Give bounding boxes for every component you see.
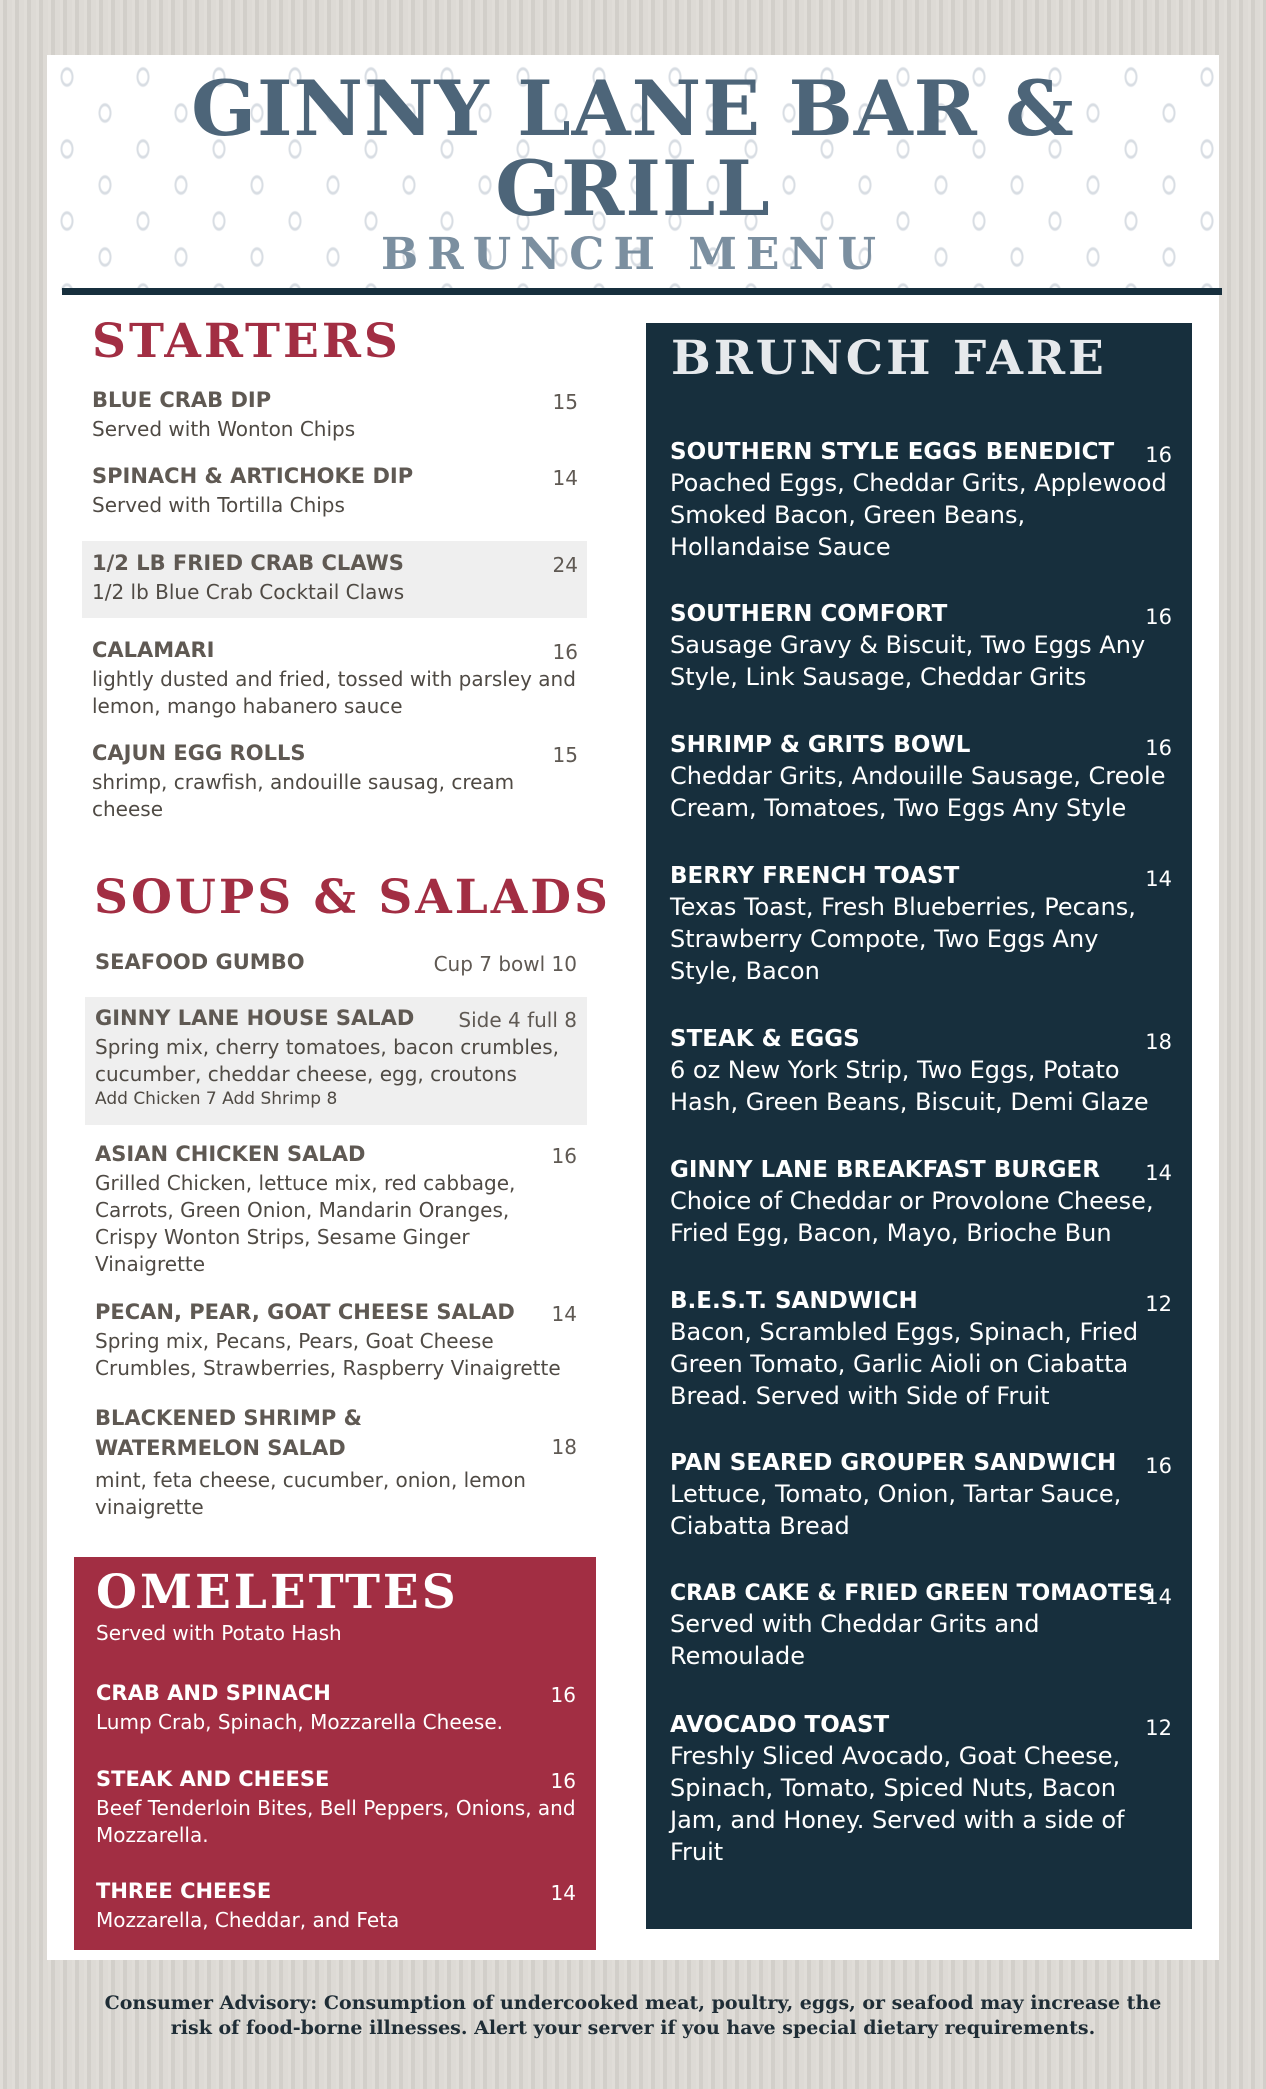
brunch-fare-title: BRUNCH FARE: [671, 331, 1107, 386]
omelettes-subtitle: Served with Potato Hash: [96, 1621, 342, 1645]
restaurant-title: GINNY LANE BAR & GRILL: [191, 64, 1075, 233]
item-price: 16: [551, 1144, 577, 1168]
item-description: 1/2 lb Blue Crab Cocktail Claws: [92, 580, 405, 604]
menu-item: [96, 1879, 576, 1934]
item-name: ASIAN CHICKEN SALAD: [95, 1142, 366, 1166]
omelettes-note: [96, 1621, 576, 1645]
menu-item: [95, 1300, 577, 1382]
item-price: 16: [550, 1683, 576, 1707]
item-description: Texas Toast, Fresh Blueberries, Pecans, Strawberry Compote, Two Eggs Any Style, Bacon: [670, 893, 1136, 985]
item-price: Side 4 full 8: [458, 1008, 577, 1032]
item-price: 14: [1145, 1161, 1172, 1185]
menu-item: [670, 1581, 1172, 1672]
brunch-fare-panel: [646, 323, 1192, 1929]
item-description: Cheddar Grits, Andouille Sausage, Creole Cream, Tomatoes, Two Eggs Any Style: [670, 762, 1166, 822]
item-price: 16: [550, 1769, 576, 1793]
item-description: Served with Wonton Chips: [92, 417, 356, 441]
item-name: B.E.S.T. SANDWICH: [670, 1288, 918, 1314]
starters-title: STARTERS: [92, 314, 401, 369]
menu-item: [95, 1142, 577, 1278]
menu-item: [670, 1157, 1172, 1249]
item-price: 14: [1145, 1585, 1172, 1609]
menu-item: [95, 1006, 577, 1110]
soups-salads-title: SOUPS & SALADS: [94, 870, 611, 925]
menu-item: [670, 1712, 1172, 1868]
item-price: 15: [552, 390, 578, 414]
menu-item: [670, 601, 1172, 693]
item-price: 14: [551, 1302, 577, 1326]
item-description: Choice of Cheddar or Provolone Cheese, Fried Egg, Bacon, Mayo, Brioche Bun: [670, 1187, 1154, 1247]
item-price: 14: [550, 1881, 576, 1905]
menu-item: [670, 439, 1172, 563]
menu-item: [92, 638, 578, 720]
menu-item: [92, 464, 578, 519]
menu-header: [47, 55, 1219, 290]
item-description: Served with Cheddar Grits and Remoulade: [670, 1610, 1040, 1670]
menu-item: [92, 741, 578, 823]
item-name: SOUTHERN COMFORT: [670, 601, 948, 627]
item-name: BLACKENED SHRIMP & WATERMELON SALAD: [95, 1406, 362, 1460]
item-price: 16: [1145, 1454, 1172, 1478]
item-price: 12: [1145, 1716, 1172, 1740]
menu-item: [95, 950, 577, 974]
item-description: 6 oz New York Strip, Two Eggs, Potato Hash, Green Beans, Biscuit, Demi Glaze: [670, 1056, 1149, 1116]
item-price: 15: [552, 743, 578, 767]
item-price: 16: [1145, 443, 1172, 467]
item-description: Served with Tortilla Chips: [92, 493, 345, 517]
menu-item: [670, 732, 1172, 824]
item-name: SOUTHERN STYLE EGGS BENEDICT: [670, 439, 1115, 465]
item-name: STEAK & EGGS: [670, 1026, 860, 1052]
item-name: GINNY LANE HOUSE SALAD: [95, 1006, 415, 1030]
item-name: THREE CHEESE: [96, 1879, 272, 1903]
menu-item: [670, 1026, 1172, 1118]
item-price: 18: [551, 1435, 577, 1459]
menu-item: [95, 1403, 577, 1521]
menu-subtitle: BRUNCH MENU: [380, 229, 886, 280]
item-name: SPINACH & ARTICHOKE DIP: [92, 464, 414, 488]
item-name: PECAN, PEAR, GOAT CHEESE SALAD: [95, 1300, 515, 1324]
item-price: 24: [552, 553, 578, 577]
item-description: Spring mix, Pecans, Pears, Goat Cheese Crumbles, Strawberries, Raspberry Vinaigrette: [95, 1329, 561, 1380]
item-name: CAJUN EGG ROLLS: [92, 741, 306, 765]
menu-item: [92, 388, 578, 443]
item-name: STEAK AND CHEESE: [96, 1767, 330, 1791]
item-description: Grilled Chicken, lettuce mix, red cabbage, Carrots, Green Onion, Mandarin Oranges, Crispy Wonton Strips, Sesame Ginger Vinaigrette: [95, 1171, 516, 1276]
item-description: mint, feta cheese, cucumber, onion, lemon vinaigrette: [95, 1468, 526, 1519]
menu-item: [670, 1288, 1172, 1412]
menu-item: [96, 1767, 576, 1849]
item-description: Beef Tenderloin Bites, Bell Peppers, Onions, and Mozzarella.: [96, 1796, 576, 1847]
item-name: BLUE CRAB DIP: [92, 388, 272, 412]
item-description: Lettuce, Tomato, Onion, Tartar Sauce, Ciabatta Bread: [670, 1480, 1122, 1540]
menu-item: [670, 863, 1172, 987]
item-name: PAN SEARED GROUPER SANDWICH: [670, 1450, 1117, 1476]
item-name: CRAB AND SPINACH: [96, 1681, 331, 1705]
menu-item: [670, 1450, 1172, 1542]
item-price: 18: [1145, 1030, 1172, 1054]
item-description: Poached Eggs, Cheddar Grits, Applewood Smoked Bacon, Green Beans, Hollandaise Sauce: [670, 469, 1167, 561]
header-divider: [62, 288, 1222, 295]
item-price: 14: [1145, 867, 1172, 891]
item-name: CRAB CAKE & FRIED GREEN TOMAOTES: [670, 1581, 1154, 1606]
menu-item: [92, 551, 578, 606]
item-price: 16: [552, 640, 578, 664]
item-description: lightly dusted and fried, tossed with parsley and lemon, mango habanero sauce: [92, 667, 576, 718]
item-name: SHRIMP & GRITS BOWL: [670, 732, 971, 758]
menu-item: [96, 1681, 576, 1736]
item-price: 14: [552, 466, 578, 490]
item-name: SEAFOOD GUMBO: [95, 950, 305, 974]
item-description: Spring mix, cherry tomatoes, bacon crumbles, cucumber, cheddar cheese, egg, croutons: [95, 1035, 560, 1086]
item-price: 16: [1145, 736, 1172, 760]
item-description: Lump Crab, Spinach, Mozzarella Cheese.: [96, 1710, 504, 1734]
consumer-advisory: Consumer Advisory: Consumption of undercooked meat, poultry, eggs, or seafood may increase the risk of food-borne illnesses. Alert your server if you have special dietary requirements.: [104, 1992, 1162, 2039]
item-price: 12: [1145, 1292, 1172, 1316]
omelettes-panel: [74, 1557, 596, 1950]
item-name: CALAMARI: [92, 638, 215, 662]
item-description: Bacon, Scrambled Eggs, Spinach, Fried Green Tomato, Garlic Aioli on Ciabatta Bread. Served with Side of Fruit: [670, 1318, 1139, 1410]
omelettes-title: OMELETTES: [96, 1565, 459, 1620]
item-price: 16: [1145, 605, 1172, 629]
item-description: shrimp, crawfish, andouille sausag, cream cheese: [92, 770, 515, 821]
item-name: AVOCADO TOAST: [670, 1712, 890, 1738]
item-name: GINNY LANE BREAKFAST BURGER: [670, 1157, 1100, 1183]
item-name: 1/2 LB FRIED CRAB CLAWS: [92, 551, 404, 575]
item-description: Freshly Sliced Avocado, Goat Cheese, Spinach, Tomato, Spiced Nuts, Bacon Jam, and Honey. Served with a side of Fruit: [670, 1742, 1125, 1866]
item-description: Mozzarella, Cheddar, and Feta: [96, 1908, 400, 1932]
item-description: Sausage Gravy & Biscuit, Two Eggs Any Style, Link Sausage, Cheddar Grits: [670, 631, 1146, 691]
item-addons: Add Chicken 7 Add Shrimp 8: [95, 1089, 338, 1109]
item-price: Cup 7 bowl 10: [433, 952, 577, 976]
item-name: BERRY FRENCH TOAST: [670, 863, 960, 889]
